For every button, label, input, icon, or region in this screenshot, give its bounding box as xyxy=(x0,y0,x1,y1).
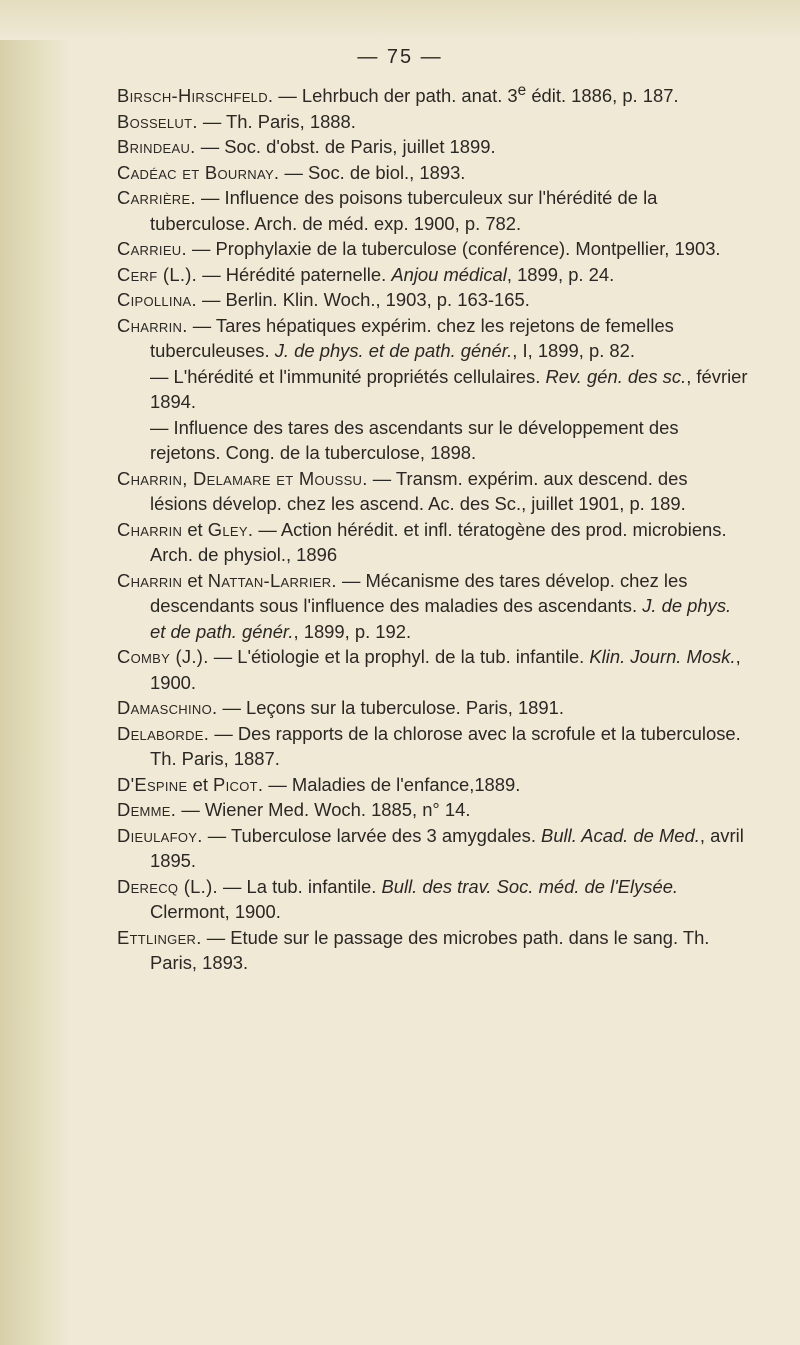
entry-journal: Anjou médical xyxy=(391,263,507,285)
entry-journal: J. de phys. et de path. génér. xyxy=(274,340,513,362)
entry-text: édit. 1886, p. 187. xyxy=(526,85,679,107)
bibliography-entry xyxy=(117,721,749,772)
entry-author: Birsch-Hirschfeld. xyxy=(117,85,274,107)
entry-author: Cipollina. xyxy=(117,289,197,311)
entry-journal: Rev. gén. des sc. xyxy=(545,365,687,387)
entry-text: — Wiener Med. Woch. 1885, n° 14. xyxy=(176,799,471,821)
entry-author: Charrin, Delamare et Moussu. xyxy=(117,467,368,489)
entry-text: — Berlin. Klin. Woch., 1903, p. 163-165. xyxy=(196,289,530,311)
entry-text: — Des rapports de la chlorose avec la scrofule et la tuberculose. Th. Paris, 1887. xyxy=(150,722,741,770)
bibliography-entry xyxy=(117,568,749,645)
entry-journal: Bull. des trav. Soc. méd. de l'Elysée. xyxy=(381,875,679,897)
entry-text: , 1900. xyxy=(150,646,741,693)
bibliography-entry xyxy=(117,874,749,925)
bibliography-entry xyxy=(117,134,749,160)
entry-text: — Soc. d'obst. de Paris, juillet 1899. xyxy=(195,136,496,158)
entry-author: Damaschino. xyxy=(117,697,218,719)
bibliography-entry xyxy=(117,262,749,288)
bibliography-entry xyxy=(117,517,749,568)
entry-text: , 1899, p. 192. xyxy=(293,620,412,642)
entry-author: Comby (J.). xyxy=(117,646,209,668)
entry-text: — Tares hépatiques expérim. chez les rejetons de femelles tuberculeuses. xyxy=(150,314,674,362)
entry-author: Charrin. xyxy=(117,314,188,336)
bibliography-entry xyxy=(117,695,749,721)
entry-author: Cerf (L.). xyxy=(117,263,198,285)
entry-author: Nattan-Larrier. xyxy=(207,569,337,591)
bibliography-entry xyxy=(117,313,749,364)
bibliography-entry xyxy=(117,287,749,313)
entry-author: Cadéac et Bournay. xyxy=(117,161,280,183)
entry-author: Bosselut. xyxy=(117,110,198,132)
bibliography-entry xyxy=(117,109,749,135)
entry-author: Brindeau. xyxy=(117,136,196,158)
entry-text: , 1899, p. 24. xyxy=(506,263,615,285)
entry-superscript: e xyxy=(517,82,527,99)
scan-edge-shadow xyxy=(0,0,70,1345)
entry-text: — L'étiologie et la prophyl. de la tub. infantile. xyxy=(208,646,590,668)
bibliography-entry xyxy=(117,160,749,186)
bibliography-entry xyxy=(117,364,749,415)
entry-text: — Prophylaxie de la tuberculose (conférence). Montpellier, 1903. xyxy=(186,238,721,260)
entry-text: — Influence des tares des ascendants sur le développement des rejetons. Cong. de la tuberculose, 1898. xyxy=(150,416,679,464)
entry-text: — L'hérédité et l'immunité propriétés cellulaires. xyxy=(150,365,546,387)
entry-text: — Transm. expérim. aux descend. des lésions dévelop. chez les ascend. Ac. des Sc., juillet 1901, p. 189. xyxy=(150,467,688,515)
entry-author: Picot. xyxy=(213,773,264,795)
entry-text: — Tuberculose larvée des 3 amygdales. xyxy=(202,824,542,846)
bibliography-entry xyxy=(117,236,749,262)
bibliography-entry xyxy=(117,185,749,236)
entry-text: — Etude sur le passage des microbes path. dans le sang. Th. Paris, 1893. xyxy=(150,926,710,974)
entry-author: Carrière. xyxy=(117,187,196,209)
bibliography-entry xyxy=(117,772,749,798)
entry-text: — Hérédité paternelle. xyxy=(197,263,392,285)
entry-text: Clermont, 1900. xyxy=(150,901,281,923)
entry-text: , avril 1895. xyxy=(150,824,744,872)
entry-text: — Mécanisme des tares dévelop. chez les descendants sous l'influence des maladies des ascendants. xyxy=(150,569,688,617)
entry-journal: Bull. Acad. de Med. xyxy=(541,824,700,846)
scan-top-shadow xyxy=(0,0,800,40)
bibliography-entry xyxy=(117,925,749,976)
entry-text: — La tub. infantile. xyxy=(217,875,382,897)
entry-text: — Soc. de biol., 1893. xyxy=(279,161,466,183)
bibliography-entry xyxy=(117,797,749,823)
entry-author: Charrin xyxy=(117,518,183,540)
page-number: — 75 — xyxy=(357,46,443,68)
bibliography-entry xyxy=(117,644,749,695)
entry-author: Dieulafoy. xyxy=(117,824,203,846)
entry-author: Carrieu. xyxy=(117,238,187,260)
entry-text: — Action hérédit. et infl. tératogène des prod. microbiens. Arch. de physiol., 1896 xyxy=(150,518,727,566)
bibliography-entry xyxy=(117,415,749,466)
entry-author: Delaborde. xyxy=(117,722,210,744)
entry-author: Ettlinger. xyxy=(117,926,202,948)
entry-author: Demme. xyxy=(117,799,177,821)
bibliography-entry xyxy=(117,466,749,517)
entry-text: — Leçons sur la tuberculose. Paris, 1891. xyxy=(217,697,564,719)
entry-author: D'Espine xyxy=(117,773,188,795)
entry-text: , février 1894. xyxy=(150,365,748,413)
entry-author: Gley. xyxy=(207,518,254,540)
entry-connector: et xyxy=(182,518,208,540)
entry-author: Charrin xyxy=(117,569,183,591)
entry-text: , I, 1899, p. 82. xyxy=(512,340,635,362)
entry-connector: et xyxy=(187,773,214,795)
entry-text: — Lehrbuch der path. anat. 3 xyxy=(273,85,518,107)
entry-text: — Maladies de l'enfance,1889. xyxy=(263,773,521,795)
entry-text: — Th. Paris, 1888. xyxy=(197,110,356,132)
bibliography-entry xyxy=(117,78,749,109)
entry-journal: J. de phys. et de path. génér. xyxy=(150,595,732,642)
entry-text: — Influence des poisons tuberculeux sur l'hérédité de la tuberculose. Arch. de méd. exp. 1900, p. 782. xyxy=(150,187,658,234)
entry-journal: Klin. Journ. Mosk. xyxy=(589,646,736,668)
entry-author: Derecq (L.). xyxy=(117,875,218,897)
bibliography-list xyxy=(117,78,749,976)
entry-connector: et xyxy=(182,569,208,591)
bibliography-entry xyxy=(117,823,749,874)
